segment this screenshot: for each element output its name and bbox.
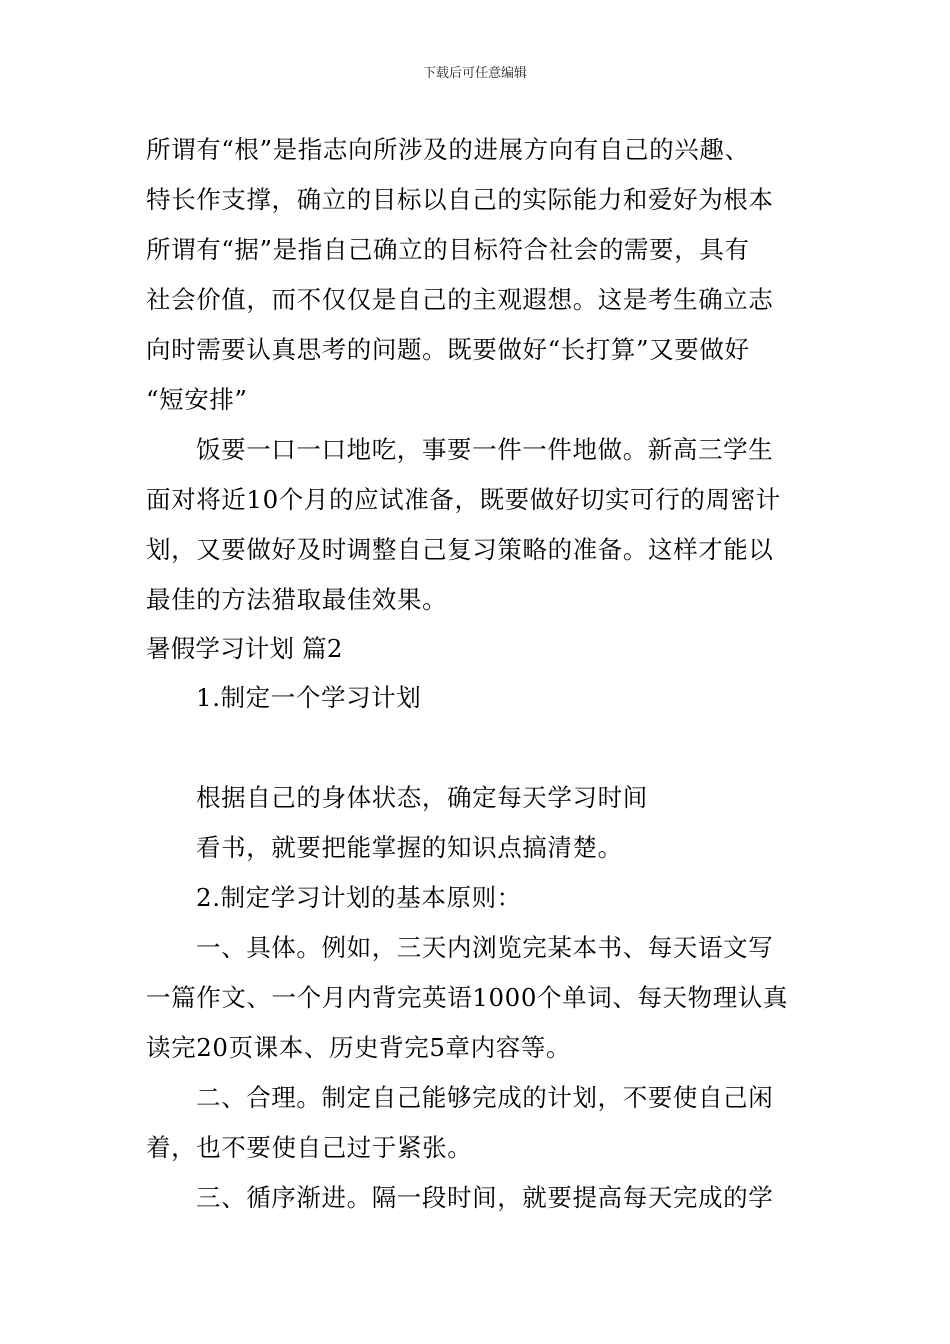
text-line: 最佳的方法猎取最佳效果。 <box>146 585 448 614</box>
text-line: 着，也不要使自己过于紧张。 <box>146 1133 473 1162</box>
text-line: 看书，就要把能掌握的知识点搞清楚。 <box>196 833 623 862</box>
step-heading: 2.制定学习计划的基本原则： <box>196 883 522 912</box>
page-header: 下载后可任意编辑 <box>422 66 527 81</box>
text-line: 特长作支撑，确立的目标以自己的实际能力和爱好为根本 <box>146 185 774 214</box>
text-line: 所谓有“据”是指自己确立的目标符合社会的需要，具有 <box>146 235 750 264</box>
text-line: 二、合理。制定自己能够完成的计划，不要使自己闲 <box>196 1083 774 1112</box>
text-line: “短安排” <box>146 385 248 414</box>
section-title: 暑假学习计划 篇2 <box>146 634 343 663</box>
text-line: 饭要一口一口地吃，事要一件一件地做。新高三学生 <box>196 435 774 464</box>
text-line: 根据自己的身体状态，确定每天学习时间 <box>196 783 648 812</box>
text-line: 社会价值，而不仅仅是自己的主观遐想。这是考生确立志 <box>146 285 774 314</box>
text-line: 读完20页课本、历史背完5章内容等。 <box>146 1033 572 1062</box>
text-line: 三、循序渐进。隔一段时间，就要提高每天完成的学 <box>196 1183 774 1212</box>
text-line: 所谓有“根”是指志向所涉及的进展方向有自己的兴趣、 <box>146 135 750 164</box>
text-line: 一篇作文、一个月内背完英语1000个单词、每天物理认真 <box>146 983 789 1012</box>
text-line: 面对将近10个月的应试准备，既要做好切实可行的周密计 <box>146 485 781 514</box>
text-line: 划，又要做好及时调整自己复习策略的准备。这样才能以 <box>146 535 774 564</box>
text-line: 向时需要认真思考的问题。既要做好“长打算”又要做好 <box>146 335 750 364</box>
step-heading: 1.制定一个学习计划 <box>196 683 422 712</box>
text-line: 一、具体。例如，三天内浏览完某本书、每天语文写 <box>196 933 774 962</box>
